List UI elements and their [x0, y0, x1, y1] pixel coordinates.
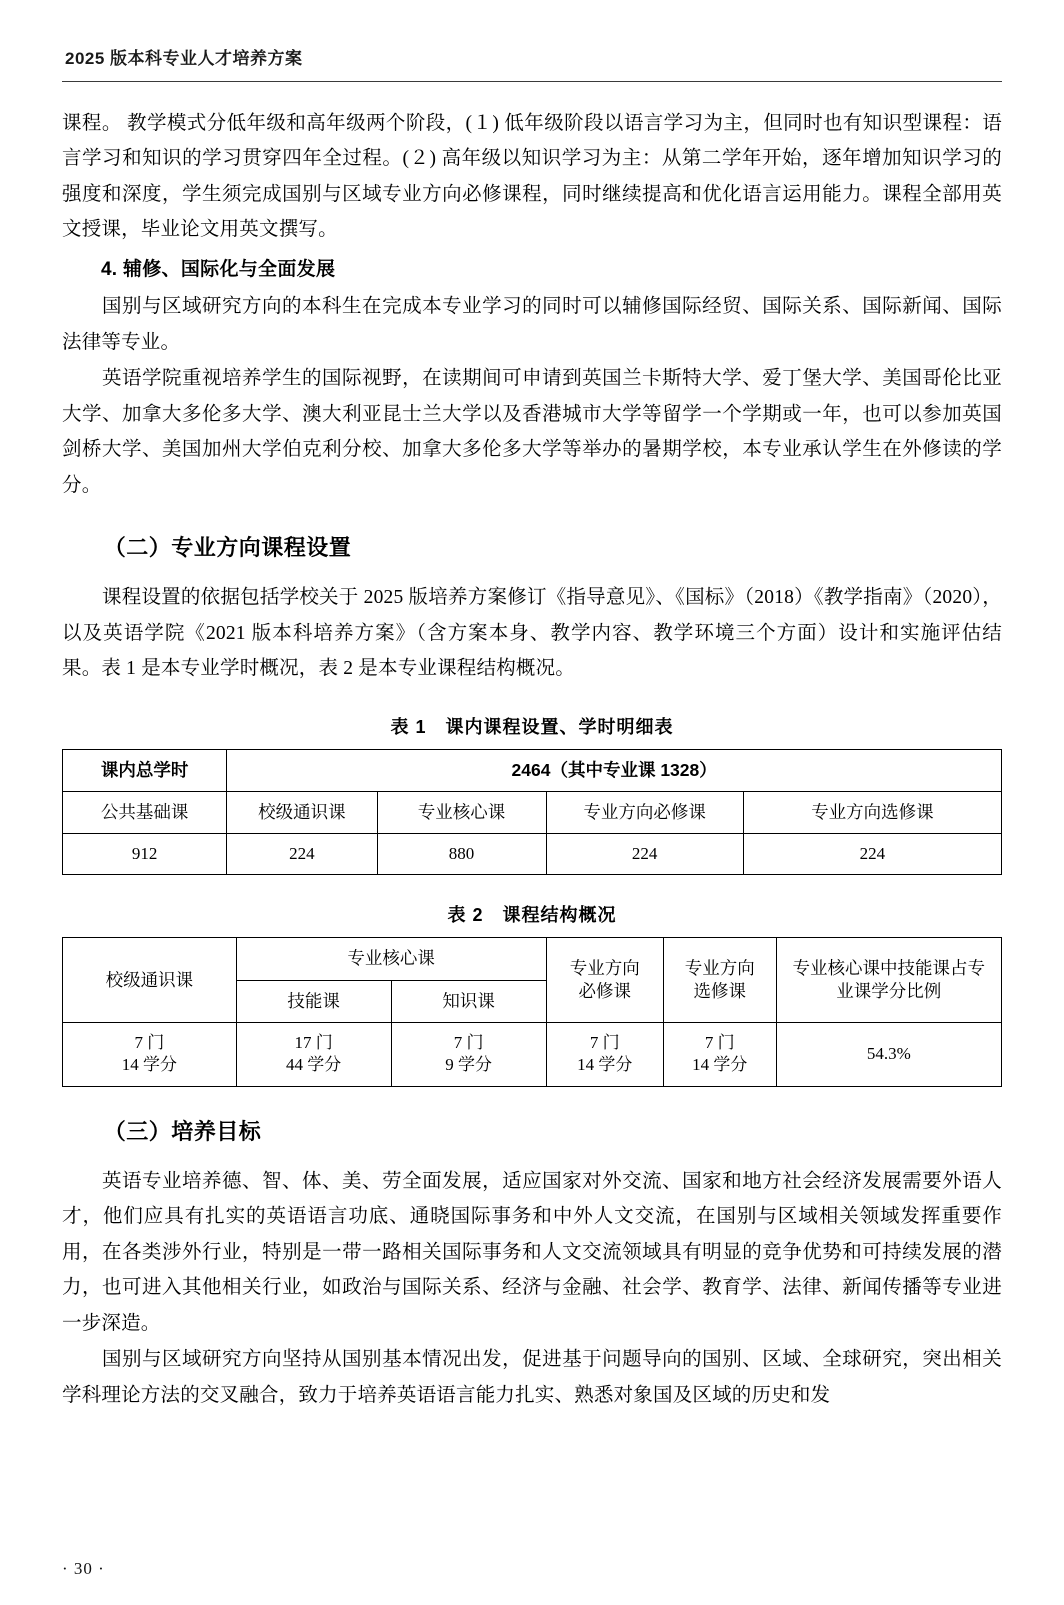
value2-skill-line1: 17 门 [294, 1032, 333, 1052]
value2-required-line2: 14 学分 [577, 1055, 633, 1075]
value2-elective-line2: 14 学分 [692, 1055, 748, 1075]
header-direction-required: 专业方向必修课 [546, 791, 743, 833]
value2-knowledge-course [391, 1022, 546, 1086]
header-major-core: 专业核心课 [377, 791, 546, 833]
paragraph-curriculum-basis: 课程设置的依据包括学校关于 2025 版培养方案修订《指导意见》、《国标》（2018）《教学指南》（2020），以及英语学院《2021 版本科培养方案》（含方案本身、教学内容、教学环境三个方面）设计和实施评估结果。表 1 是本专业学时概况，表 2 是本专业课程结构概况。 [62, 587, 1002, 680]
header-divider [62, 81, 1002, 82]
section-heading-objectives: （三）培养目标 [103, 1118, 262, 1144]
value2-elective-line1: 7 门 [704, 1032, 735, 1052]
value2-general-line2: 14 学分 [121, 1055, 177, 1075]
header2-skill-ratio-line2: 业课学分比例 [836, 981, 942, 1002]
header2-direction-elective-line1: 专业方向 [684, 957, 755, 978]
value2-university-general [63, 1022, 237, 1086]
table-row [63, 791, 1002, 833]
value2-skill-line2: 44 学分 [286, 1055, 342, 1075]
total-hours-label: 课内总学时 [63, 749, 227, 791]
paragraph-teaching-model: 课程。 教学模式分低年级和高年级两个阶段，(１) 低年级阶段以语言学习为主，但同时也有知识型课程：语言学习和知识的学习贯穿四年全过程。(２) 高年级以知识学习为主：从第二学年开始，逐年增加知识学习的强度和深度，学生须完成国别与区域专业方向必修课程，同时继续提高和优化语言运用能力。课程全部用英文授课，毕业论文用英文撰写。 [62, 113, 1002, 241]
header2-direction-required-line1: 专业方向 [569, 957, 640, 978]
value2-skill-course [236, 1022, 391, 1086]
subheader-knowledge-course: 知识课 [391, 980, 546, 1022]
header2-skill-ratio-line1: 专业核心课中技能课占专 [792, 957, 986, 978]
value-public-basic: 912 [63, 834, 227, 875]
header2-skill-ratio [776, 938, 1001, 1022]
header-university-general: 校级通识课 [227, 791, 377, 833]
table-course-hours [62, 749, 1002, 876]
page-header: 2025 版本科专业人才培养方案 [65, 49, 303, 68]
table2-caption: 表 2 课程结构概况 [447, 905, 617, 926]
subheading-minor-internationalization: 4. 辅修、国际化与全面发展 [100, 258, 336, 280]
value-major-core: 880 [377, 834, 546, 875]
table1-caption: 表 1 课内课程设置、学时明细表 [390, 716, 674, 737]
table-course-structure [62, 937, 1002, 1086]
header-public-basic: 公共基础课 [63, 791, 227, 833]
value2-knowledge-line1: 7 门 [453, 1032, 484, 1052]
table-row [63, 1022, 1002, 1086]
page-number: · 30 · [62, 1559, 105, 1578]
value2-general-line1: 7 门 [134, 1032, 165, 1052]
header2-direction-elective-line2: 选修课 [693, 981, 746, 1002]
header2-direction-required-line2: 必修课 [578, 981, 631, 1002]
value2-skill-ratio: 54.3% [776, 1022, 1001, 1086]
header2-direction-required [546, 938, 663, 1022]
paragraph-objectives-2: 国别与区域研究方向坚持从国别基本情况出发，促进基于问题导向的国别、区域、全球研究，突出相关学科理论方法的交叉融合，致力于培养英语语言能力扎实、熟悉对象国及区域的历史和发 [62, 1349, 1002, 1406]
value2-direction-elective [663, 1022, 776, 1086]
value2-direction-required [546, 1022, 663, 1086]
value2-knowledge-line2: 9 学分 [445, 1055, 492, 1075]
header-direction-elective: 专业方向选修课 [743, 791, 1001, 833]
header2-university-general: 校级通识课 [63, 938, 237, 1022]
table-row [63, 938, 1002, 980]
value2-required-line1: 7 门 [589, 1032, 620, 1052]
section-heading-curriculum: （二）专业方向课程设置 [103, 534, 352, 560]
header2-direction-elective [663, 938, 776, 1022]
value-direction-required: 224 [546, 834, 743, 875]
header2-major-core: 专业核心课 [236, 938, 546, 980]
table-row [63, 749, 1002, 791]
total-hours-value: 2464（其中专业课 1328） [227, 749, 1002, 791]
paragraph-international-vision: 英语学院重视培养学生的国际视野，在读期间可申请到英国兰卡斯特大学、爱丁堡大学、美国哥伦比亚大学、加拿大多伦多大学、澳大利亚昆士兰大学以及香港城市大学等留学一个学期或一年，也可以参加英国剑桥大学、美国加州大学伯克利分校、加拿大多伦多大学等举办的暑期学校，本专业承认学生在外修读的学分。 [62, 368, 1002, 496]
value-direction-elective: 224 [743, 834, 1001, 875]
paragraph-minor-programs: 国别与区域研究方向的本科生在完成本专业学习的同时可以辅修国际经贸、国际关系、国际新闻、国际法律等专业。 [62, 296, 1002, 353]
table-row [63, 834, 1002, 875]
subheader-skill-course: 技能课 [236, 980, 391, 1022]
value-university-general: 224 [227, 834, 377, 875]
paragraph-objectives-1: 英语专业培养德、智、体、美、劳全面发展，适应国家对外交流、国家和地方社会经济发展需要外语人才，他们应具有扎实的英语语言功底、通晓国际事务和中外人文交流，在国别与区域相关领域发挥重要作用，在各类涉外行业，特别是一带一路相关国际事务和人文交流领域具有明显的竞争优势和可持续发展的潜力，也可进入其他相关行业，如政治与国际关系、经济与金融、社会学、教育学、法律、新闻传播等专业进一步深造。 [62, 1170, 1002, 1334]
